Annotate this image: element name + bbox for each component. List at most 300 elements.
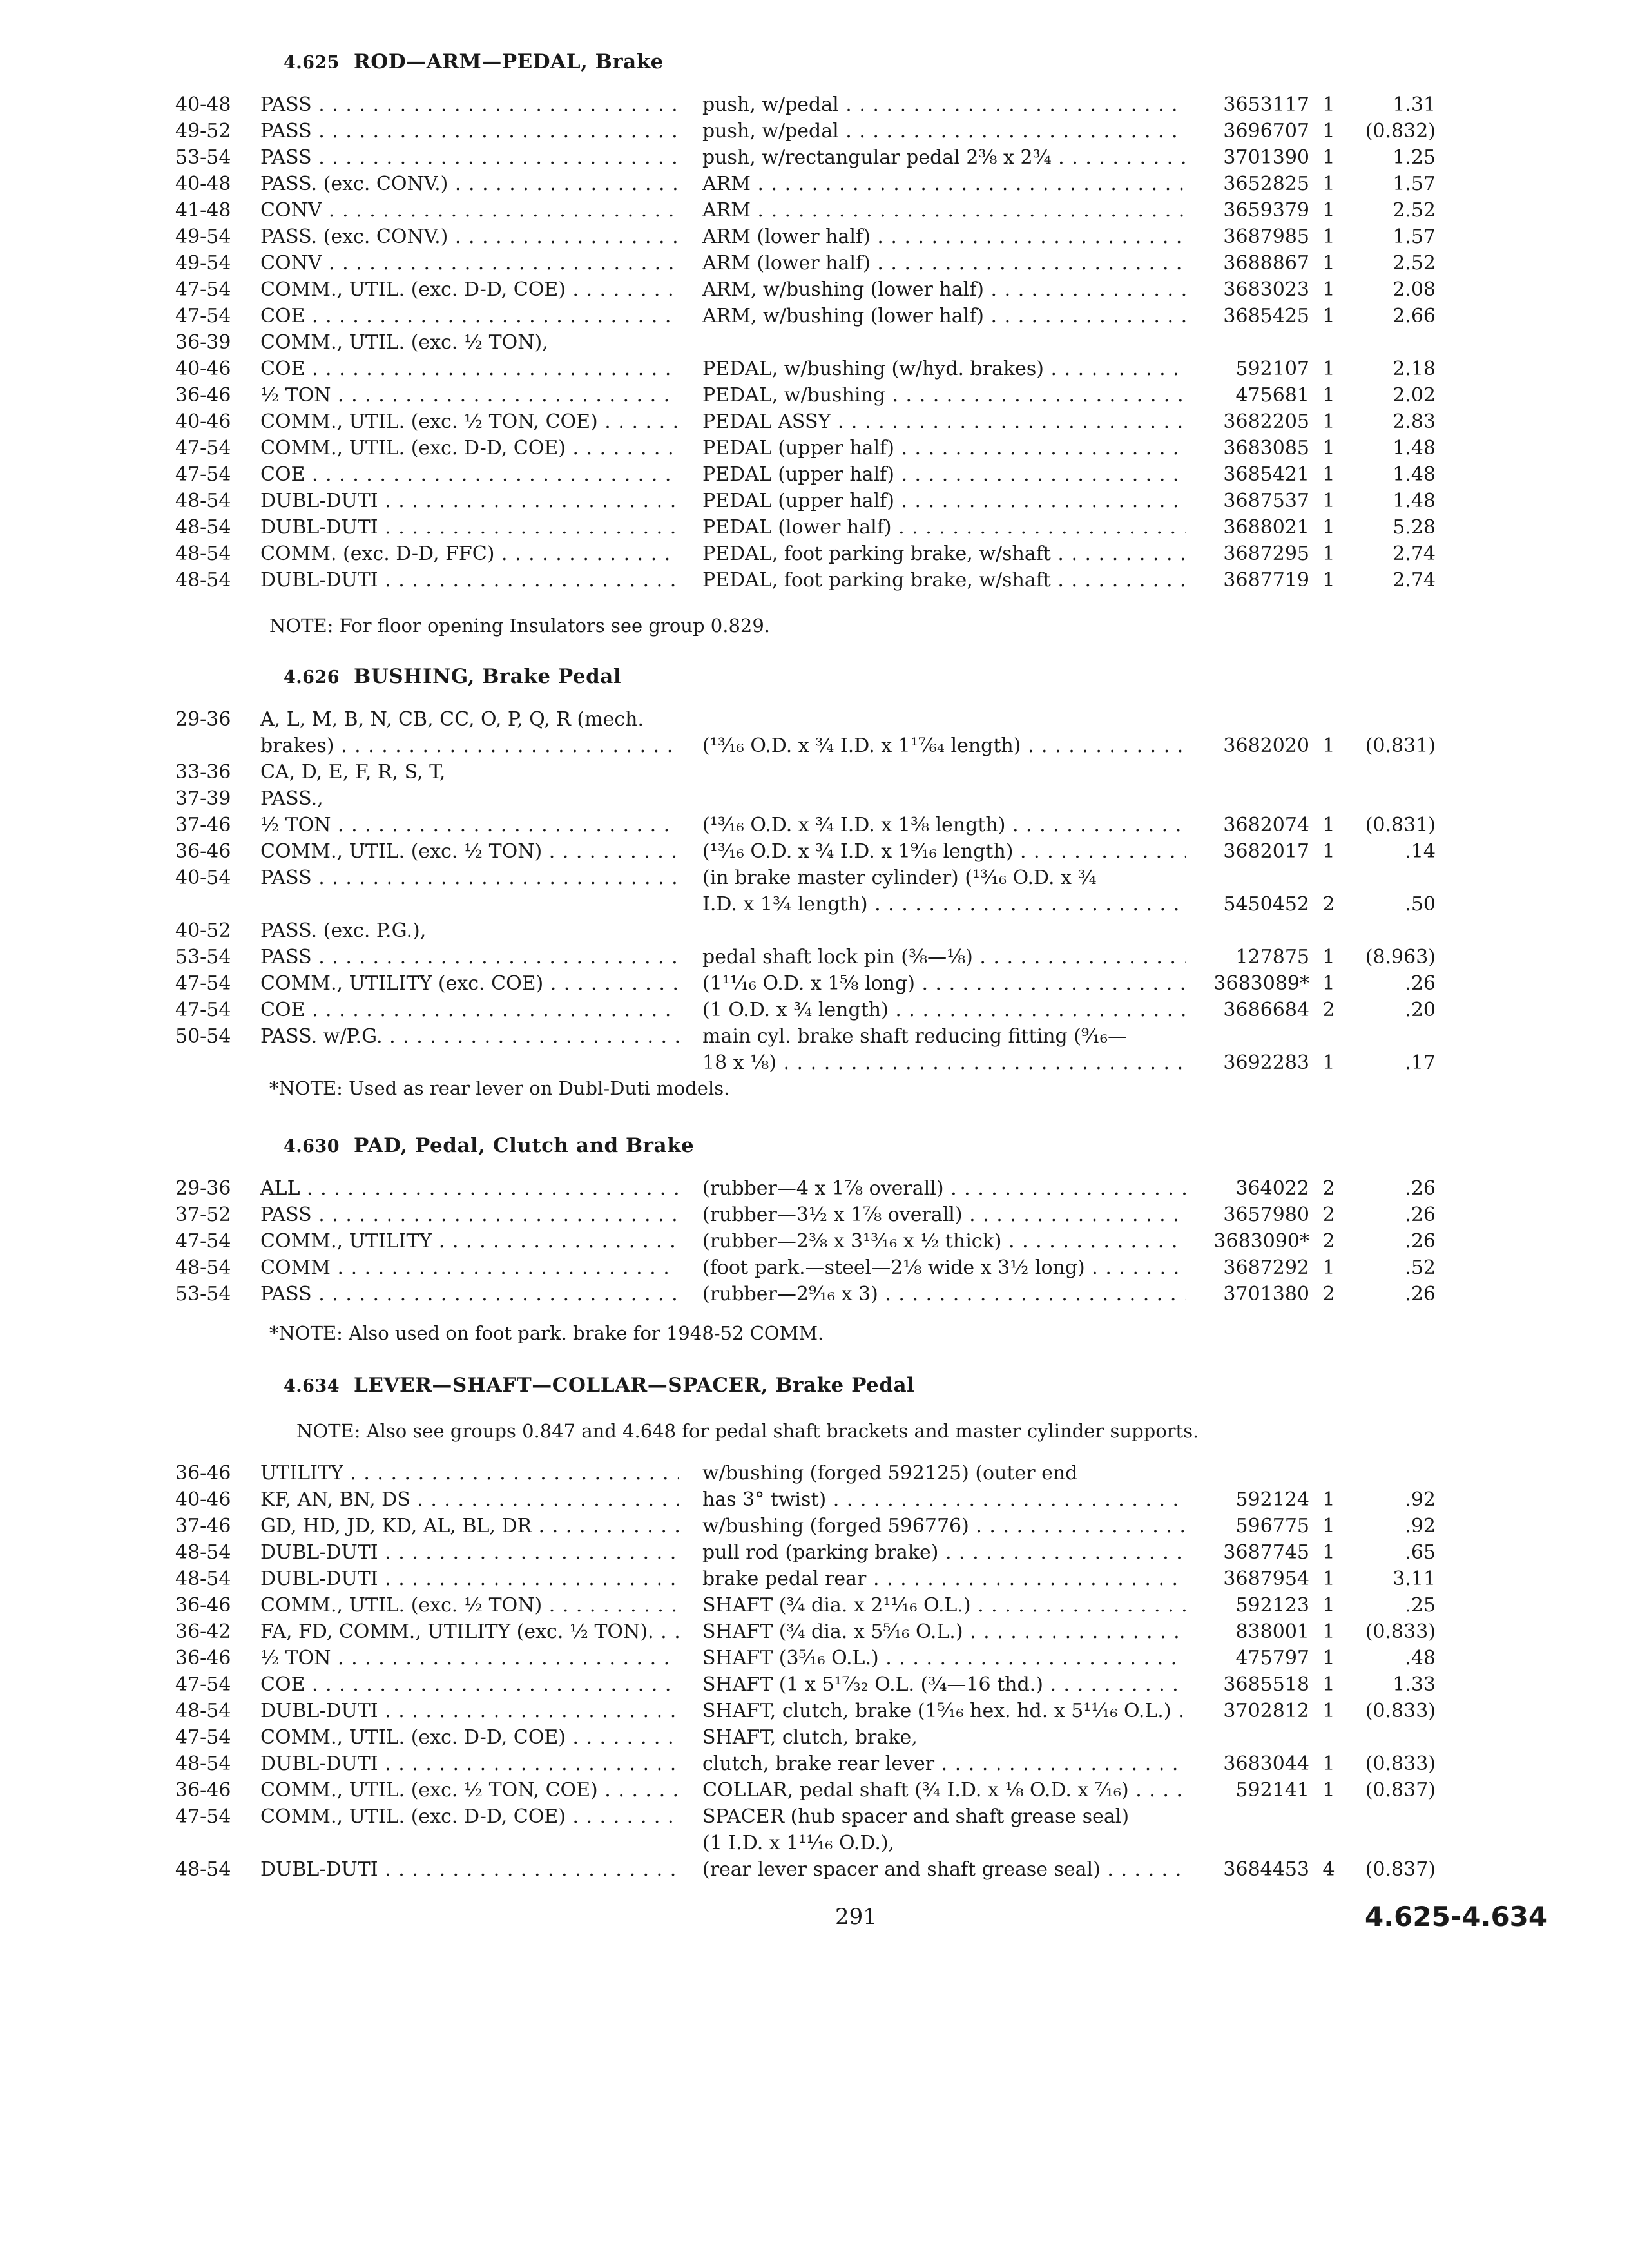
table-row xyxy=(0,970,1629,997)
part-number: 3687719 xyxy=(1223,569,1309,591)
page-number: 291 xyxy=(835,1904,877,1930)
model-applicability: PASS . . . xyxy=(260,865,679,891)
quantity: 1 xyxy=(1322,278,1335,301)
quantity: 1 xyxy=(1322,516,1335,539)
quantity: 1 xyxy=(1322,1753,1335,1775)
quantity: 1 xyxy=(1322,1541,1335,1564)
part-description: ARM, w/bushing (lower half) . . . xyxy=(702,276,1186,303)
section-title xyxy=(284,50,664,73)
part-number: 3688867 xyxy=(1223,252,1309,274)
section-name: ROD—ARM—PEDAL, Brake xyxy=(354,50,664,73)
year-range: 47-54 xyxy=(175,1805,231,1828)
part-description: 18 x ⅛) . . . xyxy=(702,1050,1186,1076)
year-range: 47-54 xyxy=(175,278,231,301)
model-applicability: COE . . . xyxy=(260,997,679,1023)
price: 2.02 xyxy=(1393,384,1436,407)
section-note: NOTE: For floor opening Insulators see group 0.829. xyxy=(269,615,771,637)
parts-table xyxy=(0,91,1629,593)
price: .26 xyxy=(1405,1177,1436,1200)
part-description: (¹³⁄₁₆ O.D. x ¾ I.D. x 1⁹⁄₁₆ length) . . . xyxy=(702,838,1186,865)
table-row xyxy=(0,144,1629,171)
quantity: 1 xyxy=(1322,840,1335,863)
part-description: SHAFT (1 x 5¹⁷⁄₃₂ O.L. (¾—16 thd.) . . . xyxy=(702,1671,1186,1698)
section-title xyxy=(284,1374,914,1397)
table-row xyxy=(0,865,1629,891)
year-range: 48-54 xyxy=(175,1858,231,1881)
year-range: 29-36 xyxy=(175,1177,231,1200)
year-range: 37-46 xyxy=(175,1515,231,1537)
quantity: 1 xyxy=(1322,1594,1335,1617)
quantity: 1 xyxy=(1322,1673,1335,1696)
year-range: 47-54 xyxy=(175,1726,231,1749)
price: .17 xyxy=(1405,1052,1436,1074)
price: (0.833) xyxy=(1365,1620,1436,1643)
year-range: 47-54 xyxy=(175,1673,231,1696)
model-applicability: PASS. (exc. P.G.), xyxy=(260,919,427,942)
price: .92 xyxy=(1405,1515,1436,1537)
quantity: 1 xyxy=(1322,1488,1335,1511)
model-applicability: DUBL-DUTI . . . xyxy=(260,488,679,514)
price: 1.57 xyxy=(1393,226,1436,248)
year-range: 47-54 xyxy=(175,999,231,1021)
part-description: PEDAL, foot parking brake, w/shaft . . . xyxy=(702,567,1186,593)
part-number: 3687745 xyxy=(1223,1541,1309,1564)
section-number: 4.630 xyxy=(284,1137,340,1157)
model-applicability: COMM., UTIL. (exc. D-D, COE) . . . xyxy=(260,1803,679,1830)
model-applicability: PASS . . . xyxy=(260,1281,679,1307)
model-applicability: ½ TON . . . xyxy=(260,1645,679,1671)
price: 2.52 xyxy=(1393,199,1436,222)
part-description: (foot park.—steel—2⅛ wide x 3½ long) . . . xyxy=(702,1254,1186,1281)
table-row xyxy=(0,918,1629,944)
year-range: 49-54 xyxy=(175,252,231,274)
table-row xyxy=(0,1724,1629,1751)
quantity: 1 xyxy=(1322,543,1335,565)
model-applicability: COMM. (exc. D-D, FFC) . . . xyxy=(260,541,679,567)
table-row xyxy=(0,1645,1629,1671)
year-range: 40-46 xyxy=(175,358,231,380)
table-row xyxy=(0,356,1629,382)
table-row xyxy=(0,1228,1629,1254)
part-description: ARM, w/bushing (lower half) . . . xyxy=(702,303,1186,329)
table-row xyxy=(0,1856,1629,1883)
model-applicability: COE . . . xyxy=(260,1671,679,1698)
part-number: 3687537 xyxy=(1223,490,1309,512)
table-row xyxy=(0,171,1629,197)
part-description: SHAFT (¾ dia. x 2¹¹⁄₁₆ O.L.) . . . xyxy=(702,1592,1186,1619)
table-row xyxy=(0,812,1629,838)
quantity: 1 xyxy=(1322,1700,1335,1722)
part-number: 592141 xyxy=(1235,1779,1309,1802)
model-applicability: UTILITY . . . xyxy=(260,1460,679,1486)
model-applicability: COMM., UTIL. (exc. D-D, COE) . . . xyxy=(260,435,679,461)
part-description: main cyl. brake shaft reducing fitting (⁹⁄₁₆— xyxy=(702,1025,1128,1048)
table-row xyxy=(0,891,1629,918)
section-number: 4.626 xyxy=(284,668,340,687)
part-description: PEDAL (upper half) . . . xyxy=(702,461,1186,488)
year-range: 48-54 xyxy=(175,569,231,591)
part-description: SHAFT (3⁵⁄₁₆ O.L.) . . . xyxy=(702,1645,1186,1671)
part-number: 3686684 xyxy=(1223,999,1309,1021)
table-row xyxy=(0,1023,1629,1050)
part-number: 3687292 xyxy=(1223,1256,1309,1279)
table-row xyxy=(0,997,1629,1023)
table-row xyxy=(0,1202,1629,1228)
quantity: 1 xyxy=(1322,946,1335,968)
model-applicability: DUBL-DUTI . . . xyxy=(260,514,679,541)
table-row xyxy=(0,250,1629,276)
quantity: 1 xyxy=(1322,226,1335,248)
year-range: 48-54 xyxy=(175,1568,231,1590)
model-applicability: DUBL-DUTI . . . xyxy=(260,1751,679,1777)
part-description: ARM . . . xyxy=(702,197,1186,224)
part-description: pull rod (parking brake) . . . xyxy=(702,1539,1186,1566)
model-applicability: ALL . . . xyxy=(260,1175,679,1202)
model-applicability: CA, D, E, F, R, S, T, xyxy=(260,761,446,783)
part-number: 3701380 xyxy=(1223,1283,1309,1305)
quantity: 1 xyxy=(1322,410,1335,433)
model-applicability: PASS . . . xyxy=(260,118,679,144)
quantity: 1 xyxy=(1322,1647,1335,1669)
year-range: 36-46 xyxy=(175,1594,231,1617)
year-range: 36-46 xyxy=(175,1647,231,1669)
part-number: 127875 xyxy=(1235,946,1309,968)
price: 2.18 xyxy=(1393,358,1436,380)
table-row xyxy=(0,461,1629,488)
table-row xyxy=(0,276,1629,303)
part-number: 3653117 xyxy=(1223,93,1309,116)
year-range: 53-54 xyxy=(175,946,231,968)
model-applicability: PASS. w/P.G. . . . xyxy=(260,1023,679,1050)
price: 1.31 xyxy=(1393,93,1436,116)
price: (0.837) xyxy=(1365,1858,1436,1881)
quantity: 2 xyxy=(1322,1283,1335,1305)
model-applicability: DUBL-DUTI . . . xyxy=(260,567,679,593)
table-row xyxy=(0,1698,1629,1724)
table-row xyxy=(0,733,1629,759)
part-description: (¹³⁄₁₆ O.D. x ¾ I.D. x 1⅜ length) . . . xyxy=(702,812,1186,838)
price: 3.11 xyxy=(1393,1568,1436,1590)
quantity: 1 xyxy=(1322,93,1335,116)
quantity: 2 xyxy=(1322,1204,1335,1226)
part-number: 3701390 xyxy=(1223,146,1309,169)
quantity: 1 xyxy=(1322,199,1335,222)
table-row xyxy=(0,1592,1629,1619)
year-range: 47-54 xyxy=(175,972,231,995)
quantity: 2 xyxy=(1322,1177,1335,1200)
part-description: ARM . . . xyxy=(702,171,1186,197)
part-description: brake pedal rear . . . xyxy=(702,1566,1186,1592)
section-name: PAD, Pedal, Clutch and Brake xyxy=(354,1134,695,1157)
price: 1.57 xyxy=(1393,173,1436,195)
year-range: 48-54 xyxy=(175,516,231,539)
price: 2.52 xyxy=(1393,252,1436,274)
model-applicability: ½ TON . . . xyxy=(260,382,679,408)
quantity: 2 xyxy=(1322,893,1335,916)
quantity: 2 xyxy=(1322,1230,1335,1253)
part-number: 475797 xyxy=(1235,1647,1309,1669)
price: .26 xyxy=(1405,972,1436,995)
quantity: 1 xyxy=(1322,120,1335,142)
model-applicability: PASS., xyxy=(260,787,323,810)
model-applicability: DUBL-DUTI . . . xyxy=(260,1566,679,1592)
part-number: 3696707 xyxy=(1223,120,1309,142)
part-description: (rubber—3½ x 1⅞ overall) . . . xyxy=(702,1202,1186,1228)
quantity: 1 xyxy=(1322,1052,1335,1074)
quantity: 1 xyxy=(1322,358,1335,380)
part-description: (in brake master cylinder) (¹³⁄₁₆ O.D. x ¾ xyxy=(702,867,1097,889)
quantity: 1 xyxy=(1322,463,1335,486)
part-description: (rubber—4 x 1⅞ overall) . . . xyxy=(702,1175,1186,1202)
part-number: 592107 xyxy=(1235,358,1309,380)
part-number: 3685421 xyxy=(1223,463,1309,486)
part-number: 3683023 xyxy=(1223,278,1309,301)
year-range: 36-42 xyxy=(175,1620,231,1643)
section-name: BUSHING, Brake Pedal xyxy=(354,665,622,688)
part-number: 3683090* xyxy=(1213,1230,1309,1253)
price: .50 xyxy=(1405,893,1436,916)
section-number: 4.634 xyxy=(284,1376,340,1396)
table-row xyxy=(0,706,1629,733)
part-number: 475681 xyxy=(1235,384,1309,407)
year-range: 48-54 xyxy=(175,1541,231,1564)
part-description: push, w/pedal . . . xyxy=(702,91,1186,118)
year-range: 40-46 xyxy=(175,410,231,433)
year-range: 40-46 xyxy=(175,1488,231,1511)
price: .48 xyxy=(1405,1647,1436,1669)
part-number: 3682020 xyxy=(1223,735,1309,757)
table-row xyxy=(0,1281,1629,1307)
quantity: 1 xyxy=(1322,569,1335,591)
year-range: 47-54 xyxy=(175,463,231,486)
quantity: 1 xyxy=(1322,252,1335,274)
part-description: (rubber—2⅜ x 3¹³⁄₁₆ x ½ thick) . . . xyxy=(702,1228,1186,1254)
section-title xyxy=(284,665,621,688)
part-number: 3682205 xyxy=(1223,410,1309,433)
year-range: 47-54 xyxy=(175,305,231,327)
price: .26 xyxy=(1405,1230,1436,1253)
year-range: 50-54 xyxy=(175,1025,231,1048)
part-description: w/bushing (forged 596776) . . . xyxy=(702,1513,1186,1539)
model-applicability: KF, AN, BN, DS . . . xyxy=(260,1486,679,1513)
year-range: 48-54 xyxy=(175,1753,231,1775)
part-description: PEDAL ASSY . . . xyxy=(702,408,1186,435)
part-description: ARM (lower half) . . . xyxy=(702,224,1186,250)
table-row xyxy=(0,1539,1629,1566)
year-range: 53-54 xyxy=(175,146,231,169)
table-row xyxy=(0,838,1629,865)
quantity: 1 xyxy=(1322,437,1335,459)
part-description: clutch, brake rear lever . . . xyxy=(702,1751,1186,1777)
year-range: 36-46 xyxy=(175,384,231,407)
part-number: 3684453 xyxy=(1223,1858,1309,1881)
price: 2.83 xyxy=(1393,410,1436,433)
quantity: 1 xyxy=(1322,173,1335,195)
model-applicability: PASS . . . xyxy=(260,144,679,171)
table-row xyxy=(0,435,1629,461)
part-number: 3687985 xyxy=(1223,226,1309,248)
part-description: PEDAL, foot parking brake, w/shaft . . . xyxy=(702,541,1186,567)
year-range: 53-54 xyxy=(175,1283,231,1305)
model-applicability: COMM., UTIL. (exc. ½ TON), xyxy=(260,331,548,354)
model-applicability: brakes) . . . xyxy=(260,733,679,759)
model-applicability: CONV . . . xyxy=(260,197,679,224)
year-range: 47-54 xyxy=(175,437,231,459)
table-row xyxy=(0,488,1629,514)
model-applicability: ½ TON . . . xyxy=(260,812,679,838)
model-applicability: PASS . . . xyxy=(260,91,679,118)
part-description: (rubber—2⁹⁄₁₆ x 3) . . . xyxy=(702,1281,1186,1307)
part-description: w/bushing (forged 592125) (outer end xyxy=(702,1462,1078,1485)
table-row xyxy=(0,1254,1629,1281)
part-description: PEDAL, w/bushing . . . xyxy=(702,382,1186,408)
part-description: push, w/pedal . . . xyxy=(702,118,1186,144)
table-row xyxy=(0,1175,1629,1202)
parts-table xyxy=(0,706,1629,1076)
model-applicability: PASS . . . xyxy=(260,1202,679,1228)
year-range: 37-39 xyxy=(175,787,231,810)
part-number: 3683085 xyxy=(1223,437,1309,459)
table-row xyxy=(0,1777,1629,1803)
part-number: 3682017 xyxy=(1223,840,1309,863)
table-row xyxy=(0,408,1629,435)
model-applicability: A, L, M, B, N, CB, CC, O, P, Q, R (mech. xyxy=(260,708,644,731)
model-applicability: COMM., UTIL. (exc. ½ TON) . . . xyxy=(260,1592,679,1619)
model-applicability: GD, HD, JD, KD, AL, BL, DR . . . xyxy=(260,1513,679,1539)
price: .52 xyxy=(1405,1256,1436,1279)
section-number: 4.625 xyxy=(284,53,340,73)
price: (0.833) xyxy=(1365,1753,1436,1775)
quantity: 1 xyxy=(1322,735,1335,757)
part-number: 592124 xyxy=(1235,1488,1309,1511)
part-number: 838001 xyxy=(1235,1620,1309,1643)
price: (0.833) xyxy=(1365,1700,1436,1722)
part-number: 3659379 xyxy=(1223,199,1309,222)
price: 1.48 xyxy=(1393,463,1436,486)
part-description: SPACER (hub spacer and shaft grease seal) xyxy=(702,1805,1130,1828)
part-description: (1 O.D. x ¾ length) . . . xyxy=(702,997,1186,1023)
part-description: (¹³⁄₁₆ O.D. x ¾ I.D. x 1¹⁷⁄₆₄ length) . . . xyxy=(702,733,1186,759)
year-range: 48-54 xyxy=(175,543,231,565)
section-pre-note: NOTE: Also see groups 0.847 and 4.648 for pedal shaft brackets and master cylinder supports. xyxy=(296,1420,1199,1442)
year-range: 48-54 xyxy=(175,490,231,512)
year-range: 36-46 xyxy=(175,1779,231,1802)
model-applicability: COMM., UTILITY . . . xyxy=(260,1228,679,1254)
model-applicability: COMM., UTIL. (exc. ½ TON, COE) . . . xyxy=(260,408,679,435)
price: .65 xyxy=(1405,1541,1436,1564)
model-applicability: COMM., UTIL. (exc. ½ TON, COE) . . . xyxy=(260,1777,679,1803)
part-description: PEDAL (upper half) . . . xyxy=(702,488,1186,514)
price: 1.48 xyxy=(1393,490,1436,512)
part-description: PEDAL (lower half) . . . xyxy=(702,514,1186,541)
price: .20 xyxy=(1405,999,1436,1021)
year-range: 40-48 xyxy=(175,173,231,195)
part-number: 3688021 xyxy=(1223,516,1309,539)
parts-table xyxy=(0,1175,1629,1307)
table-row xyxy=(0,944,1629,970)
quantity: 1 xyxy=(1322,1256,1335,1279)
year-range: 48-54 xyxy=(175,1256,231,1279)
price: 1.25 xyxy=(1393,146,1436,169)
table-row xyxy=(0,1486,1629,1513)
year-range: 36-46 xyxy=(175,840,231,863)
table-row xyxy=(0,1803,1629,1830)
model-applicability: PASS. (exc. CONV.) . . . xyxy=(260,171,679,197)
part-description: PEDAL, w/bushing (w/hyd. brakes) . . . xyxy=(702,356,1186,382)
price: 5.28 xyxy=(1393,516,1436,539)
quantity: 1 xyxy=(1322,972,1335,995)
model-applicability: COMM., UTIL. (exc. ½ TON) . . . xyxy=(260,838,679,865)
group-range: 4.625-4.634 xyxy=(1365,1901,1548,1932)
price: 2.74 xyxy=(1393,569,1436,591)
table-row xyxy=(0,303,1629,329)
table-row xyxy=(0,1619,1629,1645)
year-range: 49-52 xyxy=(175,120,231,142)
part-number: 3682074 xyxy=(1223,814,1309,836)
price: (0.831) xyxy=(1365,814,1436,836)
year-range: 36-46 xyxy=(175,1462,231,1485)
table-row xyxy=(0,541,1629,567)
part-number: 3687954 xyxy=(1223,1568,1309,1590)
part-number: 3685425 xyxy=(1223,305,1309,327)
year-range: 33-36 xyxy=(175,761,231,783)
year-range: 49-54 xyxy=(175,226,231,248)
price: 2.66 xyxy=(1393,305,1436,327)
section-note: *NOTE: Also used on foot park. brake for 1948-52 COMM. xyxy=(269,1322,824,1344)
table-row xyxy=(0,1830,1629,1856)
table-row xyxy=(0,118,1629,144)
section-name: LEVER—SHAFT—COLLAR—SPACER, Brake Pedal xyxy=(354,1374,915,1397)
quantity: 1 xyxy=(1322,1779,1335,1802)
table-row xyxy=(0,1050,1629,1076)
year-range: 40-52 xyxy=(175,919,231,942)
model-applicability: CONV . . . xyxy=(260,250,679,276)
table-row xyxy=(0,1671,1629,1698)
part-number: 5450452 xyxy=(1223,893,1309,916)
quantity: 4 xyxy=(1322,1858,1335,1881)
model-applicability: COE . . . xyxy=(260,356,679,382)
part-description: (1¹¹⁄₁₆ O.D. x 1⅝ long) . . . xyxy=(702,970,1186,997)
year-range: 40-54 xyxy=(175,867,231,889)
part-description: ARM (lower half) . . . xyxy=(702,250,1186,276)
price: (0.832) xyxy=(1365,120,1436,142)
part-description: SHAFT, clutch, brake (1⁵⁄₁₆ hex. hd. x 5¹¹⁄₁₆ O.L.) . . . xyxy=(702,1698,1186,1724)
quantity: 1 xyxy=(1322,1568,1335,1590)
part-description: SHAFT (¾ dia. x 5⁵⁄₁₆ O.L.) . . . xyxy=(702,1619,1186,1645)
table-row xyxy=(0,514,1629,541)
section-title xyxy=(284,1134,694,1157)
model-applicability: FA, FD, COMM., UTILITY (exc. ½ TON). . . . xyxy=(260,1619,679,1645)
model-applicability: PASS . . . xyxy=(260,944,679,970)
part-number: 3683044 xyxy=(1223,1753,1309,1775)
price: .26 xyxy=(1405,1283,1436,1305)
part-description: pedal shaft lock pin (⅜—⅛) . . . xyxy=(702,944,1186,970)
quantity: 1 xyxy=(1322,384,1335,407)
price: .26 xyxy=(1405,1204,1436,1226)
price: 2.08 xyxy=(1393,278,1436,301)
price: (0.837) xyxy=(1365,1779,1436,1802)
table-row xyxy=(0,91,1629,118)
table-row xyxy=(0,1566,1629,1592)
price: .14 xyxy=(1405,840,1436,863)
part-number: 3687295 xyxy=(1223,543,1309,565)
model-applicability: COE . . . xyxy=(260,303,679,329)
part-number: 592123 xyxy=(1235,1594,1309,1617)
part-number: 364022 xyxy=(1235,1177,1309,1200)
part-description: has 3° twist) . . . xyxy=(702,1486,1186,1513)
part-description: SHAFT, clutch, brake, xyxy=(702,1726,918,1749)
table-row xyxy=(0,329,1629,356)
